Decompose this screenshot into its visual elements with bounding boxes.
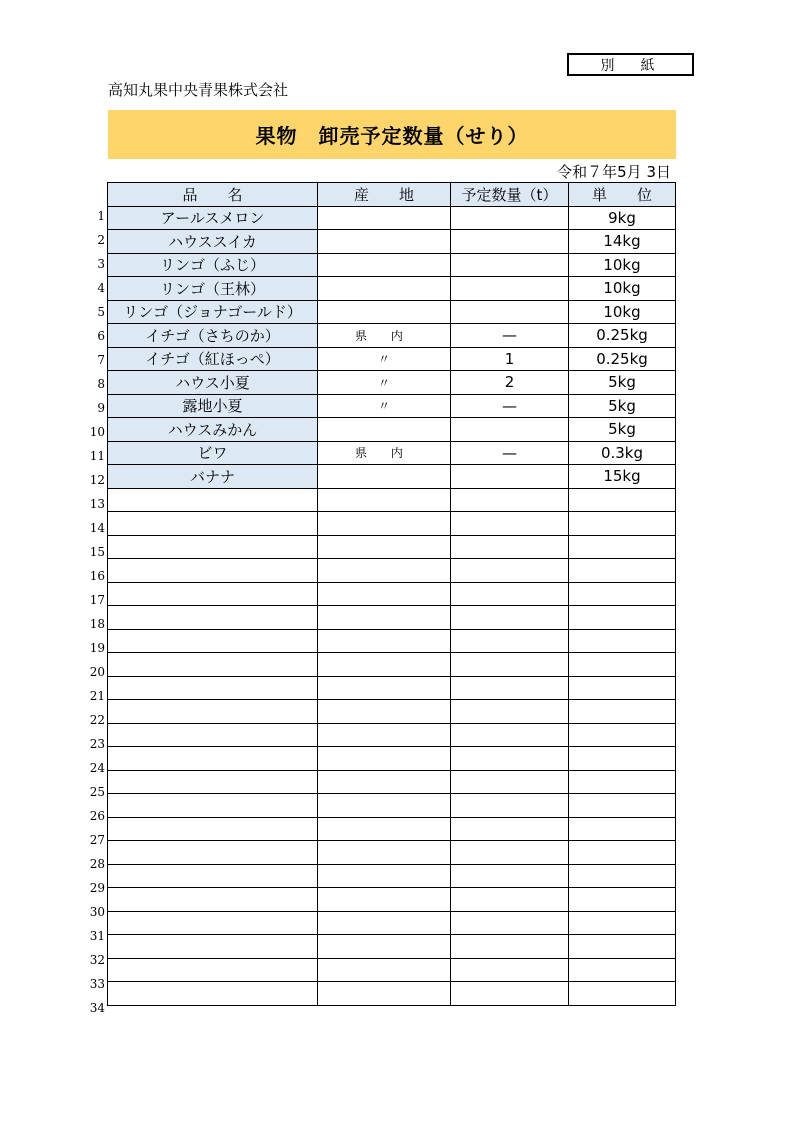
unit-cell xyxy=(569,958,676,982)
product-name-cell xyxy=(108,958,318,982)
product-name-cell xyxy=(108,770,318,794)
row-number: 4 xyxy=(97,281,105,295)
table-row xyxy=(108,888,676,912)
quantity-cell: — xyxy=(451,441,569,465)
product-name-cell: リンゴ（ふじ） xyxy=(108,253,318,277)
origin-cell xyxy=(318,864,451,888)
unit-cell: 0.25kg xyxy=(569,347,676,371)
product-name-cell: ハウス小夏 xyxy=(108,371,318,395)
origin-cell xyxy=(318,629,451,653)
product-name-cell xyxy=(108,817,318,841)
attachment-stamp: 別 紙 xyxy=(567,53,694,76)
table-row xyxy=(108,371,676,395)
unit-cell: 9kg xyxy=(569,206,676,230)
product-name-cell xyxy=(108,723,318,747)
table-row xyxy=(108,253,676,277)
row-number: 3 xyxy=(97,257,105,271)
origin-cell xyxy=(318,253,451,277)
unit-cell: 10kg xyxy=(569,253,676,277)
origin-cell xyxy=(318,888,451,912)
quantity-cell xyxy=(451,817,569,841)
quantity-cell xyxy=(451,864,569,888)
unit-cell xyxy=(569,535,676,559)
row-number: 11 xyxy=(89,449,105,463)
product-name-cell: ハウススイカ xyxy=(108,230,318,254)
company-name: 高知丸果中央青果株式会社 xyxy=(108,81,289,99)
quantity-cell xyxy=(451,958,569,982)
product-name-cell xyxy=(108,629,318,653)
table-row xyxy=(108,935,676,959)
row-number: 8 xyxy=(97,377,105,391)
unit-cell: 15kg xyxy=(569,465,676,489)
table-row xyxy=(108,653,676,677)
unit-cell: 14kg xyxy=(569,230,676,254)
table-row xyxy=(108,841,676,865)
table-header-row xyxy=(108,183,676,207)
row-number: 9 xyxy=(97,401,105,415)
product-name-cell: イチゴ（紅ほっぺ） xyxy=(108,347,318,371)
product-name-cell: 露地小夏 xyxy=(108,394,318,418)
unit-cell xyxy=(569,606,676,630)
product-name-cell xyxy=(108,982,318,1006)
origin-cell xyxy=(318,770,451,794)
origin-cell xyxy=(318,700,451,724)
origin-cell xyxy=(318,958,451,982)
quantity-cell xyxy=(451,300,569,324)
product-name-cell xyxy=(108,794,318,818)
column-header-name: 品 名 xyxy=(108,183,318,207)
quantity-cell xyxy=(451,559,569,583)
row-number: 25 xyxy=(89,785,105,799)
quantity-cell xyxy=(451,629,569,653)
origin-cell xyxy=(318,982,451,1006)
product-name-cell xyxy=(108,512,318,536)
unit-cell: 10kg xyxy=(569,300,676,324)
origin-cell xyxy=(318,488,451,512)
quantity-cell xyxy=(451,488,569,512)
row-number: 5 xyxy=(97,305,105,319)
row-number: 21 xyxy=(89,689,105,703)
origin-cell xyxy=(318,300,451,324)
table-row xyxy=(108,770,676,794)
page-title xyxy=(108,110,676,159)
product-name-cell: アールスメロン xyxy=(108,206,318,230)
row-number: 29 xyxy=(89,881,105,895)
unit-cell xyxy=(569,582,676,606)
table-row xyxy=(108,559,676,583)
quantity-cell xyxy=(451,770,569,794)
origin-cell xyxy=(318,418,451,442)
quantity-cell xyxy=(451,206,569,230)
origin-cell xyxy=(318,676,451,700)
row-number: 16 xyxy=(89,569,105,583)
product-name-cell: リンゴ（ジョナゴールド） xyxy=(108,300,318,324)
table-row xyxy=(108,206,676,230)
quantity-cell: 2 xyxy=(451,371,569,395)
quantity-cell xyxy=(451,230,569,254)
origin-cell: 〃 xyxy=(318,371,451,395)
unit-cell xyxy=(569,794,676,818)
unit-cell: 0.3kg xyxy=(569,441,676,465)
row-number: 2 xyxy=(97,233,105,247)
unit-cell: 5kg xyxy=(569,371,676,395)
row-number: 34 xyxy=(89,1001,105,1015)
origin-cell xyxy=(318,935,451,959)
product-name-cell xyxy=(108,700,318,724)
origin-cell: 〃 xyxy=(318,394,451,418)
unit-cell xyxy=(569,911,676,935)
product-name-cell xyxy=(108,535,318,559)
origin-cell xyxy=(318,206,451,230)
product-name-cell xyxy=(108,559,318,583)
table-row xyxy=(108,441,676,465)
table-row xyxy=(108,230,676,254)
row-number: 1 xyxy=(97,209,105,223)
origin-cell xyxy=(318,723,451,747)
quantity-cell xyxy=(451,535,569,559)
quantity-cell xyxy=(451,253,569,277)
origin-cell: 県 内 xyxy=(318,324,451,348)
unit-cell xyxy=(569,770,676,794)
unit-cell xyxy=(569,559,676,583)
row-number: 32 xyxy=(89,953,105,967)
row-number: 15 xyxy=(89,545,105,559)
unit-cell xyxy=(569,935,676,959)
table-row xyxy=(108,488,676,512)
table-row xyxy=(108,606,676,630)
quantity-cell xyxy=(451,723,569,747)
row-number: 17 xyxy=(89,593,105,607)
column-header-unit: 単 位 xyxy=(569,183,676,207)
product-name-cell xyxy=(108,747,318,771)
unit-cell: 10kg xyxy=(569,277,676,301)
product-name-cell: リンゴ（王林） xyxy=(108,277,318,301)
product-name-cell: ビワ xyxy=(108,441,318,465)
product-name-cell xyxy=(108,653,318,677)
origin-cell xyxy=(318,465,451,489)
origin-cell xyxy=(318,606,451,630)
quantity-cell xyxy=(451,888,569,912)
row-number: 24 xyxy=(89,761,105,775)
origin-cell xyxy=(318,512,451,536)
quantity-cell xyxy=(451,512,569,536)
column-header-origin: 産 地 xyxy=(318,183,451,207)
product-name-cell xyxy=(108,582,318,606)
unit-cell xyxy=(569,723,676,747)
quantity-cell xyxy=(451,676,569,700)
unit-cell xyxy=(569,888,676,912)
unit-cell: 0.25kg xyxy=(569,324,676,348)
origin-cell xyxy=(318,535,451,559)
table-row xyxy=(108,982,676,1006)
schedule-table xyxy=(107,182,676,1006)
unit-cell xyxy=(569,629,676,653)
row-number: 31 xyxy=(89,929,105,943)
unit-cell xyxy=(569,488,676,512)
quantity-cell: — xyxy=(451,394,569,418)
table-row xyxy=(108,394,676,418)
origin-cell xyxy=(318,582,451,606)
row-number: 28 xyxy=(89,857,105,871)
quantity-cell xyxy=(451,841,569,865)
origin-cell xyxy=(318,794,451,818)
unit-cell xyxy=(569,653,676,677)
table-row xyxy=(108,418,676,442)
unit-cell xyxy=(569,817,676,841)
table-row xyxy=(108,747,676,771)
row-number: 20 xyxy=(89,665,105,679)
row-number: 19 xyxy=(89,641,105,655)
origin-cell xyxy=(318,559,451,583)
row-number: 14 xyxy=(89,521,105,535)
product-name-cell xyxy=(108,488,318,512)
unit-cell: 5kg xyxy=(569,418,676,442)
quantity-cell xyxy=(451,911,569,935)
row-number: 33 xyxy=(89,977,105,991)
table-row xyxy=(108,277,676,301)
product-name-cell xyxy=(108,888,318,912)
table-row xyxy=(108,300,676,324)
quantity-cell: — xyxy=(451,324,569,348)
row-number: 27 xyxy=(89,833,105,847)
table-row xyxy=(108,347,676,371)
page-title-text: 果物 卸売予定数量（せり） xyxy=(255,124,529,148)
unit-cell xyxy=(569,676,676,700)
unit-cell xyxy=(569,864,676,888)
row-number: 12 xyxy=(89,473,105,487)
row-number: 23 xyxy=(89,737,105,751)
quantity-cell xyxy=(451,582,569,606)
origin-cell xyxy=(318,841,451,865)
table-row xyxy=(108,582,676,606)
quantity-cell xyxy=(451,794,569,818)
origin-cell xyxy=(318,653,451,677)
table-row xyxy=(108,676,676,700)
origin-cell: 県 内 xyxy=(318,441,451,465)
row-number: 22 xyxy=(89,713,105,727)
table-row xyxy=(108,817,676,841)
quantity-cell xyxy=(451,700,569,724)
table-row xyxy=(108,958,676,982)
quantity-cell xyxy=(451,418,569,442)
quantity-cell xyxy=(451,935,569,959)
row-number: 30 xyxy=(89,905,105,919)
origin-cell xyxy=(318,747,451,771)
origin-cell: 〃 xyxy=(318,347,451,371)
origin-cell xyxy=(318,817,451,841)
row-number: 6 xyxy=(97,329,105,343)
product-name-cell: ハウスみかん xyxy=(108,418,318,442)
quantity-cell xyxy=(451,277,569,301)
table-row xyxy=(108,911,676,935)
origin-cell xyxy=(318,911,451,935)
unit-cell xyxy=(569,512,676,536)
quantity-cell: 1 xyxy=(451,347,569,371)
row-number: 10 xyxy=(89,425,105,439)
origin-cell xyxy=(318,277,451,301)
row-number: 26 xyxy=(89,809,105,823)
quantity-cell xyxy=(451,465,569,489)
origin-cell xyxy=(318,230,451,254)
table-row xyxy=(108,864,676,888)
product-name-cell xyxy=(108,841,318,865)
table-row xyxy=(108,512,676,536)
column-header-quantity: 予定数量（t） xyxy=(451,183,569,207)
quantity-cell xyxy=(451,653,569,677)
product-name-cell xyxy=(108,606,318,630)
quantity-cell xyxy=(451,606,569,630)
table-row xyxy=(108,700,676,724)
product-name-cell: バナナ xyxy=(108,465,318,489)
row-number: 18 xyxy=(89,617,105,631)
product-name-cell: イチゴ（さちのか） xyxy=(108,324,318,348)
table-row xyxy=(108,465,676,489)
quantity-cell xyxy=(451,982,569,1006)
product-name-cell xyxy=(108,911,318,935)
unit-cell: 5kg xyxy=(569,394,676,418)
table-row xyxy=(108,324,676,348)
unit-cell xyxy=(569,700,676,724)
table-row xyxy=(108,535,676,559)
document-date: 令和７年5月 3日 xyxy=(557,163,671,181)
row-number: 7 xyxy=(97,353,105,367)
table-row xyxy=(108,794,676,818)
unit-cell xyxy=(569,841,676,865)
quantity-cell xyxy=(451,747,569,771)
row-number: 13 xyxy=(89,497,105,511)
unit-cell xyxy=(569,982,676,1006)
product-name-cell xyxy=(108,676,318,700)
product-name-cell xyxy=(108,864,318,888)
unit-cell xyxy=(569,747,676,771)
table-row xyxy=(108,629,676,653)
product-name-cell xyxy=(108,935,318,959)
table-row xyxy=(108,723,676,747)
